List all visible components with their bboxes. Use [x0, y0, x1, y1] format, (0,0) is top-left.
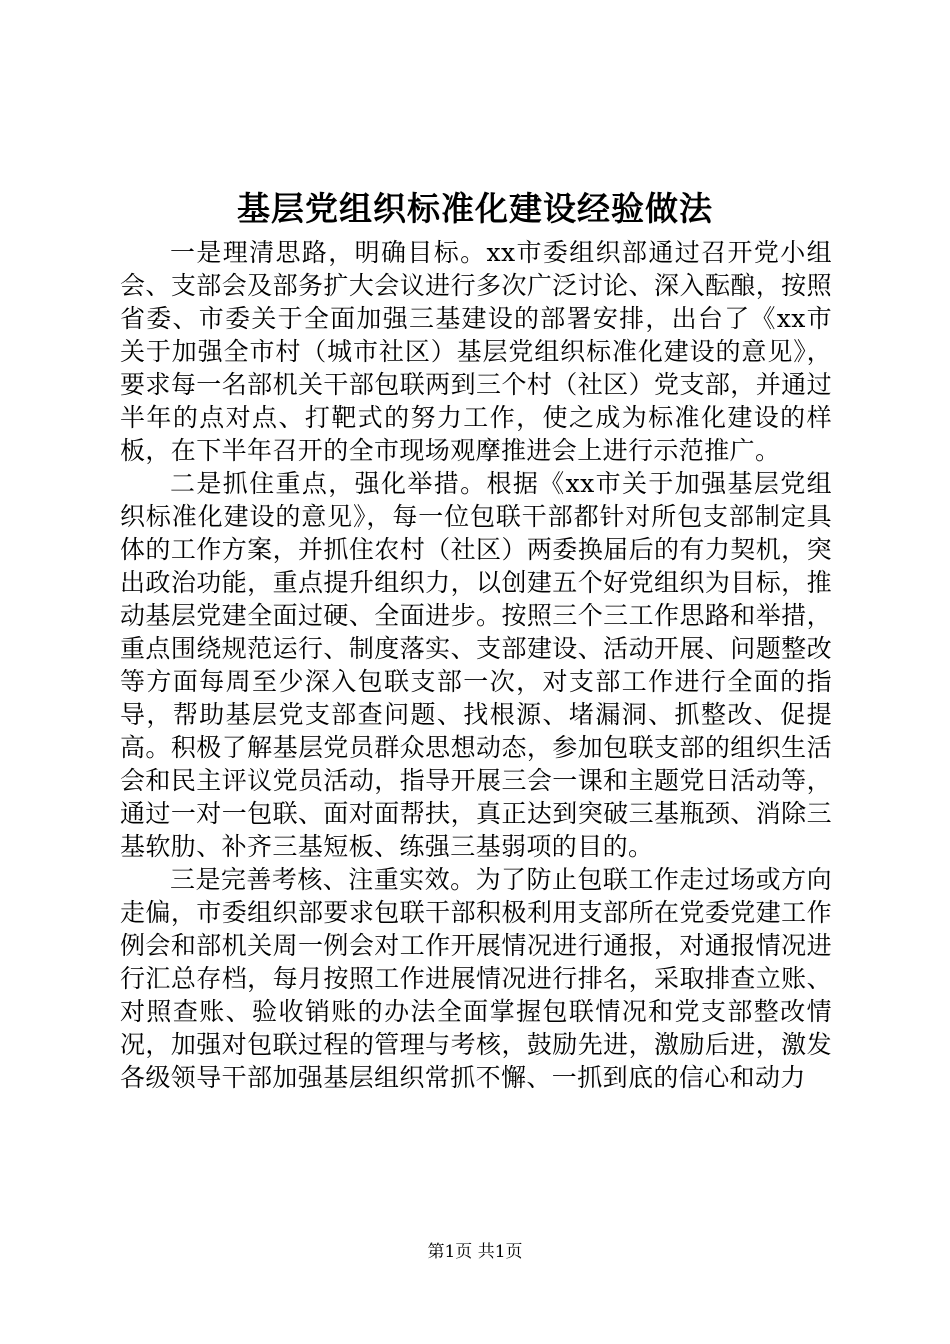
paragraph-3: 三是完善考核、注重实效。为了防止包联工作走过场或方向走偏，市委组织部要求包联干部积极利用支部所在党委党建工作例会和部机关周一例会对工作开展情况进行通报，对通报情况进行汇总存档，每月按照工作进展情况进行排名，采取排查立账、对照查账、验收销账的办法全面掌握包联情况和党支部整改情况，加强对包联过程的管理与考核，鼓励先进，激励后进，激发各级领导干部加强基层组织常抓不懈、一抓到底的信心和动力	[120, 865, 832, 1092]
paragraph-2: 二是抓住重点，强化举措。根据《xx市关于加强基层党组织标准化建设的意见》，每一位包联干部都针对所包支部制定具体的工作方案，并抓住农村（社区）两委换届后的有力契机，突出政治功能，重点提升组织力，以创建五个好党组织为目标，推动基层党建全面过硬、全面进步。按照三个三工作思路和举措，重点围绕规范运行、制度落实、支部建设、活动开展、问题整改等方面每周至少深入包联支部一次，对支部工作进行全面的指导，帮助基层党支部查问题、找根源、堵漏洞、抓整改、促提高。积极了解基层党员群众思想动态，参加包联支部的组织生活会和民主评议党员活动，指导开展三会一课和主题党日活动等，通过一对一包联、面对面帮扶，真正达到突破三基瓶颈、消除三基软肋、补齐三基短板、练强三基弱项的目的。	[120, 469, 832, 861]
paragraph-1: 一是理清思路，明确目标。xx市委组织部通过召开党小组会、支部会及部务扩大会议进行多次广泛讨论、深入酝酿，按照省委、市委关于全面加强三基建设的部署安排，出台了《xx市关于加强全市村（城市社区）基层党组织标准化建设的意见》，要求每一名部机关干部包联两到三个村（社区）党支部，并通过半年的点对点、打靶式的努力工作，使之成为标准化建设的样板，在下半年召开的全市现场观摩推进会上进行示范推广。	[120, 238, 832, 465]
document-body	[120, 236, 832, 1094]
page-number: 第1页 共1页	[427, 1242, 523, 1262]
document-title: 基层党组织标准化建设经验做法	[237, 189, 713, 228]
page-footer	[0, 1240, 950, 1264]
